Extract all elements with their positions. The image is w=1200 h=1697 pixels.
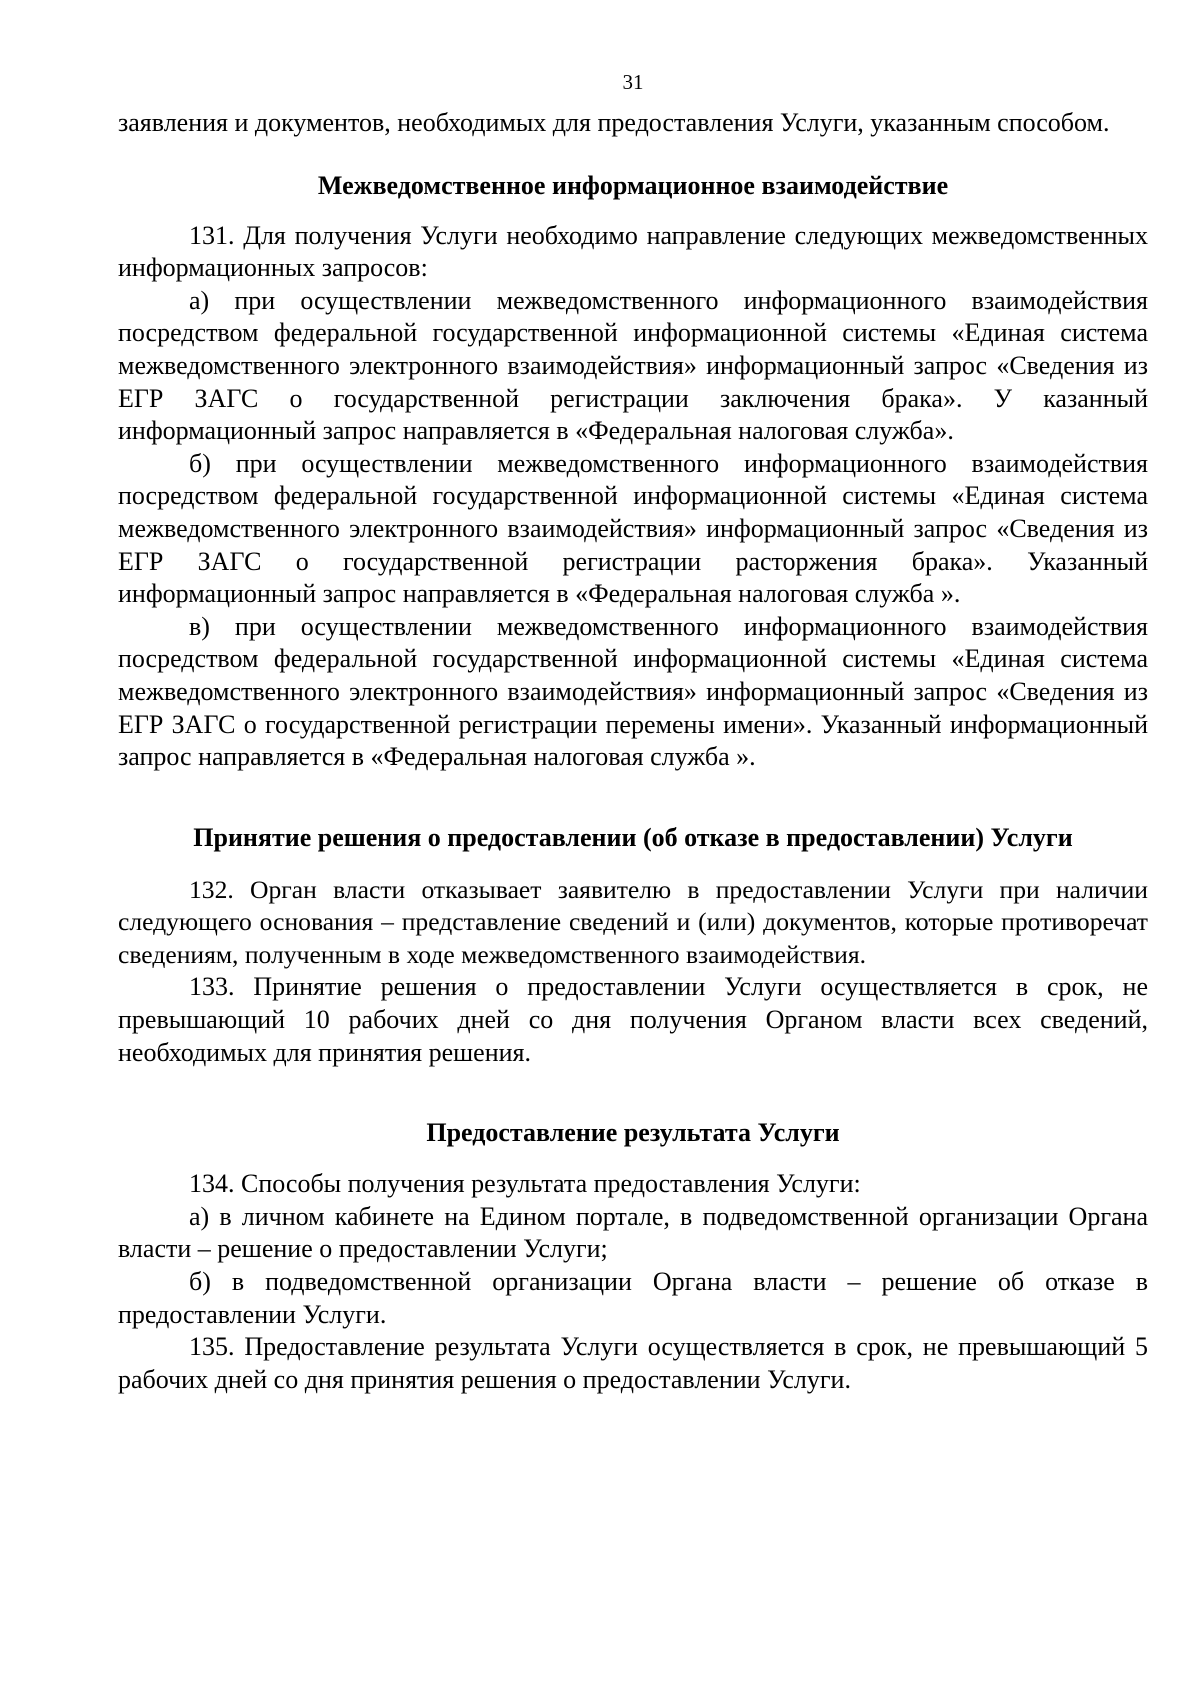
section-heading-result: Предоставление результата Услуги: [426, 1118, 840, 1148]
section-heading-decision: Принятие решения о предоставлении (об отказе в предоставлении) Услуги: [193, 822, 1073, 852]
paragraph-133: 133. Принятие решения о предоставлении Услуги осуществляется в срок, не превышающий 10 рабочих дней со дня получения Органом власти всех сведений, необходимых для принятия решения.: [118, 972, 1148, 1067]
paragraph-135: 135. Предоставление результата Услуги осуществляется в срок, не превышающий 5 рабочих дней со дня принятия решения о предоставлении Услуги.: [118, 1332, 1148, 1394]
paragraph-131-a: а) при осуществлении межведомственного информационного взаимодействия посредством федеральной государственной информационной системы «Единая система межведомственного электронного взаимодействия» информационный запрос «Сведения из ЕГР ЗАГС о государственной регистрации заключения брака». У казанный информационный запрос направляется в «Федеральная налоговая служба».: [118, 285, 1148, 446]
page-number: 31: [622, 70, 644, 94]
paragraph-134-a: а) в личном кабинете на Едином портале, в подведомственной организации Органа власти – решение о предоставлении Услуги;: [118, 1201, 1148, 1264]
document-page: [118, 60, 1148, 1396]
paragraph-132: 132. Орган власти отказывает заявителю в предоставлении Услуги при наличии следующего основания – представление сведений и (или) документов, которые противоречат сведениям, полученным в ходе межведомственного взаимодействия.: [118, 874, 1148, 969]
paragraph-134: 134. Способы получения результата предоставления Услуги:: [189, 1169, 861, 1199]
intro-paragraph: заявления и документов, необходимых для предоставления Услуги, указанным способом.: [118, 108, 1110, 137]
paragraph-131-b: б) при осуществлении межведомственного информационного взаимодействия посредством федеральной государственной информационной системы «Единая система межведомственного электронного взаимодействия» информационный запрос «Сведения из ЕГР ЗАГС о государственной регистрации расторжения брака». Указанный информационный запрос направляется в «Федеральная налоговая служба ».: [118, 448, 1148, 609]
section-heading-interagency: Межведомственное информационное взаимодействие: [317, 170, 949, 200]
paragraph-134-b: б) в подведомственной организации Органа власти – решение об отказе в предоставлении Услуги.: [118, 1267, 1148, 1329]
paragraph-131-c: в) при осуществлении межведомственного информационного взаимодействия посредством федеральной государственной информационной системы «Единая система межведомственного электронного взаимодействия» информационный запрос «Сведения из ЕГР ЗАГС о государственной регистрации перемены имени». Указанный информационный запрос направляется в «Федеральная налоговая служба ».: [118, 611, 1148, 772]
paragraph-131: 131. Для получения Услуги необходимо направление следующих межведомственных информационных запросов:: [118, 220, 1148, 283]
